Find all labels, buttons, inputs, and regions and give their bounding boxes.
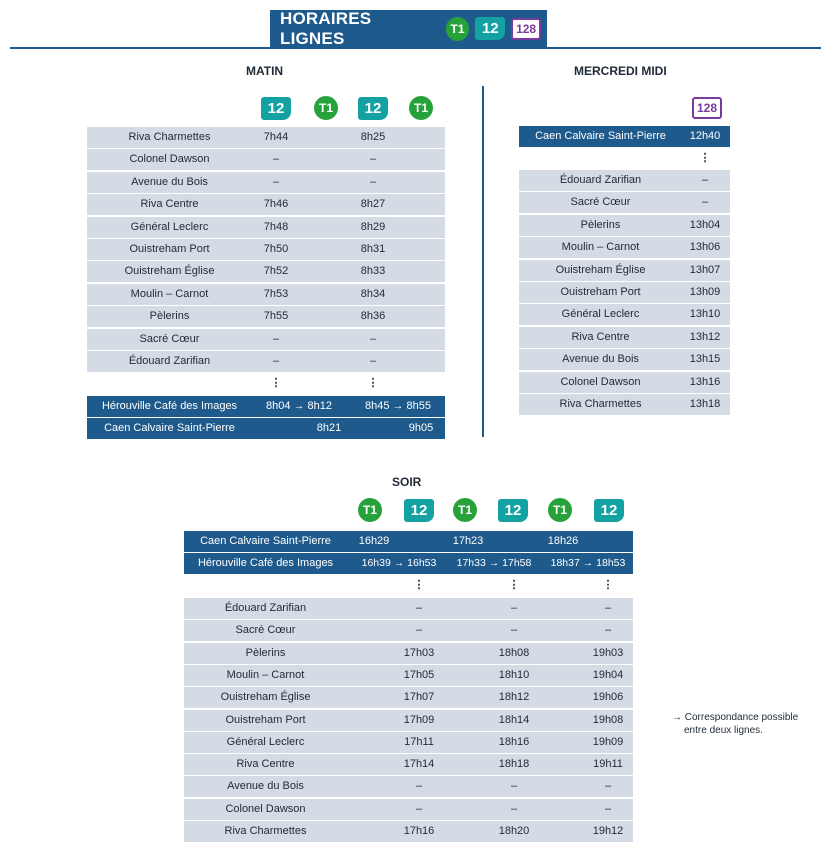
line-12-badge: 12 xyxy=(261,97,291,120)
departure-time: – xyxy=(369,355,377,367)
table-row xyxy=(519,394,730,415)
page-header xyxy=(270,10,547,47)
stop-name: Sacré Cœur xyxy=(570,196,631,209)
departure-time: – xyxy=(701,174,709,186)
departure-time: 16h29 xyxy=(358,535,390,547)
stop-name: Caen Calvaire Saint-Pierre xyxy=(104,422,235,434)
connection-time: 8h04 → 8h12 xyxy=(265,400,333,412)
departure-time: 18h14 xyxy=(498,713,530,726)
departure-time: 19h06 xyxy=(592,691,624,704)
connection-note-line1: → Correspondance possible xyxy=(672,712,799,723)
departure-time: 13h18 xyxy=(689,398,721,410)
connection-time: 18h37 → 18h53 xyxy=(550,557,626,569)
departure-time: – xyxy=(510,602,518,614)
stop-name: Riva Centre xyxy=(571,330,630,343)
table-row xyxy=(184,754,633,775)
arrival-time: 8h21 xyxy=(316,422,342,434)
stop-name: Riva Charmettes xyxy=(559,398,642,410)
line-12-badge: 12 xyxy=(498,499,528,522)
stop-name: Pèlerins xyxy=(149,310,190,323)
stop-name: Ouistreham Port xyxy=(225,713,306,726)
table-row xyxy=(519,215,730,236)
departure-time: 7h46 xyxy=(263,198,289,211)
departure-time: 8h33 xyxy=(360,265,386,278)
line-t1-badge: T1 xyxy=(358,498,382,522)
table-row xyxy=(87,239,445,260)
table-row xyxy=(184,732,633,753)
stop-name: Hérouville Café des Images xyxy=(197,557,334,569)
stop-name: Avenue du Bois xyxy=(227,780,304,793)
departure-time: – xyxy=(415,780,423,793)
table-row xyxy=(184,687,633,708)
departure-time: 13h15 xyxy=(689,353,721,366)
header-divider xyxy=(10,47,821,49)
departure-time: 17h14 xyxy=(403,758,435,771)
line-12-badge: 12 xyxy=(594,499,624,522)
departure-time: 17h11 xyxy=(404,735,434,748)
departure-time: 7h53 xyxy=(263,287,289,300)
table-row xyxy=(87,351,445,372)
departure-time: 18h10 xyxy=(498,668,530,681)
stop-name: Riva Centre xyxy=(236,758,295,771)
departure-time: 13h04 xyxy=(689,218,721,231)
stop-name: Caen Calvaire Saint-Pierre xyxy=(535,130,666,142)
departure-time: 8h27 xyxy=(360,198,386,211)
departure-time: 12h40 xyxy=(689,130,721,142)
table-row xyxy=(87,149,445,170)
line-12-badge: 12 xyxy=(475,17,505,40)
page-title: HORAIRES LIGNES xyxy=(280,8,372,48)
table-row xyxy=(87,194,445,215)
departure-time: 7h52 xyxy=(263,265,289,278)
departure-time: 8h31 xyxy=(360,243,386,255)
stop-name: Ouistreham Église xyxy=(555,263,646,276)
table-row xyxy=(519,260,730,281)
departure-time: – xyxy=(701,196,709,209)
stop-name: Ouistreham Port xyxy=(560,286,641,298)
departure-time: – xyxy=(510,624,518,637)
departure-time: 19h04 xyxy=(592,668,624,681)
table-row-caen xyxy=(184,531,633,552)
table-row xyxy=(87,261,445,282)
stop-name: Riva Charmettes xyxy=(128,131,211,143)
table-row xyxy=(87,329,445,350)
departure-time: 17h07 xyxy=(403,691,435,704)
departure-time: 13h12 xyxy=(689,330,721,343)
connection-note xyxy=(672,711,798,737)
departure-time: 18h12 xyxy=(498,691,530,704)
stop-name: Avenue du Bois xyxy=(131,175,208,188)
line-t1-badge: T1 xyxy=(409,96,433,120)
table-row xyxy=(519,349,730,370)
departure-time: 18h20 xyxy=(498,825,530,837)
departure-time: – xyxy=(415,624,423,637)
stop-name: Pèlerins xyxy=(245,646,286,659)
departure-time: – xyxy=(415,802,423,815)
line-t1-badge: T1 xyxy=(548,498,572,522)
ellipsis-icon: ⋮ xyxy=(699,152,711,164)
departure-time: 17h03 xyxy=(403,646,435,659)
line-12-badge: 12 xyxy=(358,97,388,120)
departure-time: 13h16 xyxy=(689,375,721,388)
stop-name: Ouistreham Église xyxy=(124,265,215,278)
stop-name: Riva Charmettes xyxy=(224,825,307,837)
departure-time: 17h23 xyxy=(452,535,484,547)
stop-name: Moulin – Carnot xyxy=(130,287,209,300)
matin-title: MATIN xyxy=(246,64,284,78)
stop-name: Édouard Zarifian xyxy=(224,602,307,614)
ellipsis-row xyxy=(519,148,730,169)
arrival-time: 9h05 xyxy=(408,422,434,434)
stop-name: Caen Calvaire Saint-Pierre xyxy=(200,535,331,547)
section-divider xyxy=(482,86,484,437)
stop-name: Moulin – Carnot xyxy=(561,241,640,254)
line-128-badge: 128 xyxy=(511,18,541,40)
departure-time: 13h07 xyxy=(689,263,721,276)
table-row xyxy=(184,776,633,797)
departure-time: – xyxy=(510,780,518,793)
departure-time: 18h16 xyxy=(498,735,530,748)
stop-name: Sacré Cœur xyxy=(139,332,200,345)
line-t1-badge: T1 xyxy=(453,498,477,522)
ellipsis-row xyxy=(87,373,445,394)
departure-time: – xyxy=(415,602,423,614)
table-row xyxy=(184,620,633,641)
departure-time: 19h03 xyxy=(592,646,624,659)
table-row xyxy=(87,217,445,238)
departure-time: – xyxy=(510,802,518,815)
table-row xyxy=(87,284,445,305)
table-row xyxy=(519,327,730,348)
departure-time: 8h25 xyxy=(360,131,386,143)
departure-time: – xyxy=(369,153,377,166)
table-row xyxy=(519,282,730,303)
table-row-herouville xyxy=(184,553,633,574)
departure-time: 17h09 xyxy=(403,713,435,726)
stop-name: Avenue du Bois xyxy=(562,353,639,366)
departure-time: – xyxy=(272,175,280,188)
table-row-caen xyxy=(519,126,730,147)
ellipsis-icon: ⋮ xyxy=(413,579,425,591)
stop-name: Colonel Dawson xyxy=(129,153,210,166)
departure-time: 7h50 xyxy=(263,243,289,255)
table-row xyxy=(87,306,445,327)
stop-name: Ouistreham Port xyxy=(129,243,210,255)
departure-time: 8h29 xyxy=(360,220,386,233)
departure-time: 18h18 xyxy=(498,758,530,771)
stop-name: Pèlerins xyxy=(580,218,621,231)
table-row xyxy=(519,304,730,325)
departure-time: 19h11 xyxy=(593,758,623,771)
departure-time: – xyxy=(272,332,280,345)
departure-time: 8h34 xyxy=(360,287,386,300)
mercredi-title: MERCREDI MIDI xyxy=(574,64,667,78)
departure-time: 8h36 xyxy=(360,310,386,323)
connection-time: 8h45 → 8h55 xyxy=(364,400,432,412)
stop-name: Moulin – Carnot xyxy=(226,668,305,681)
stop-name: Général Leclerc xyxy=(561,308,640,321)
table-row xyxy=(519,372,730,393)
departure-time: – xyxy=(604,780,612,793)
stop-name: Sacré Cœur xyxy=(235,624,296,637)
departure-time: 19h12 xyxy=(592,825,624,837)
table-row xyxy=(184,799,633,820)
ellipsis-icon: ⋮ xyxy=(508,579,520,591)
stop-name: Général Leclerc xyxy=(226,735,305,748)
line-t1-badge: T1 xyxy=(446,17,470,41)
departure-time: – xyxy=(272,153,280,166)
departure-time: – xyxy=(604,602,612,614)
table-row xyxy=(184,643,633,664)
stop-name: Ouistreham Église xyxy=(220,691,311,704)
table-row xyxy=(519,237,730,258)
table-row xyxy=(87,127,445,148)
ellipsis-row xyxy=(184,575,633,596)
table-row-caen xyxy=(87,418,445,439)
ellipsis-icon: ⋮ xyxy=(602,579,614,591)
line-12-badge: 12 xyxy=(404,499,434,522)
departure-time: 13h10 xyxy=(689,308,721,321)
stop-name: Édouard Zarifian xyxy=(128,355,211,367)
connection-time: 17h33 → 17h58 xyxy=(456,557,532,569)
stop-name: Colonel Dawson xyxy=(225,802,306,815)
departure-time: – xyxy=(369,332,377,345)
table-row xyxy=(184,710,633,731)
connection-note-line2: entre deux lignes. xyxy=(684,725,763,736)
departure-time: 18h26 xyxy=(547,535,579,547)
table-row xyxy=(184,598,633,619)
mercredi-line-128-badge: 128 xyxy=(692,97,722,119)
connection-time: 16h39 → 16h53 xyxy=(361,557,437,569)
departure-time: 13h06 xyxy=(689,241,721,254)
stop-name: Colonel Dawson xyxy=(560,375,641,388)
stop-name: Hérouville Café des Images xyxy=(101,400,238,412)
departure-time: 7h44 xyxy=(263,131,289,143)
stop-name: Riva Centre xyxy=(140,198,199,211)
soir-title: SOIR xyxy=(392,475,422,489)
table-row xyxy=(519,170,730,191)
ellipsis-icon: ⋮ xyxy=(367,377,379,389)
departure-time: – xyxy=(604,802,612,815)
table-row xyxy=(519,192,730,213)
departure-time: – xyxy=(272,355,280,367)
departure-time: – xyxy=(604,624,612,637)
ellipsis-icon: ⋮ xyxy=(270,377,282,389)
departure-time: 7h48 xyxy=(263,220,289,233)
line-t1-badge: T1 xyxy=(314,96,338,120)
departure-time: 19h09 xyxy=(592,735,624,748)
stop-name: Général Leclerc xyxy=(130,220,209,233)
departure-time: 17h16 xyxy=(403,825,435,837)
departure-time: 7h55 xyxy=(263,310,289,323)
departure-time: 17h05 xyxy=(403,668,435,681)
stop-name: Édouard Zarifian xyxy=(559,174,642,186)
table-row xyxy=(184,665,633,686)
departure-time: 19h08 xyxy=(592,713,624,726)
departure-time: 13h09 xyxy=(689,286,721,298)
table-row xyxy=(184,821,633,842)
table-row-herouville xyxy=(87,396,445,417)
table-row xyxy=(87,172,445,193)
departure-time: – xyxy=(369,175,377,188)
departure-time: 18h08 xyxy=(498,646,530,659)
